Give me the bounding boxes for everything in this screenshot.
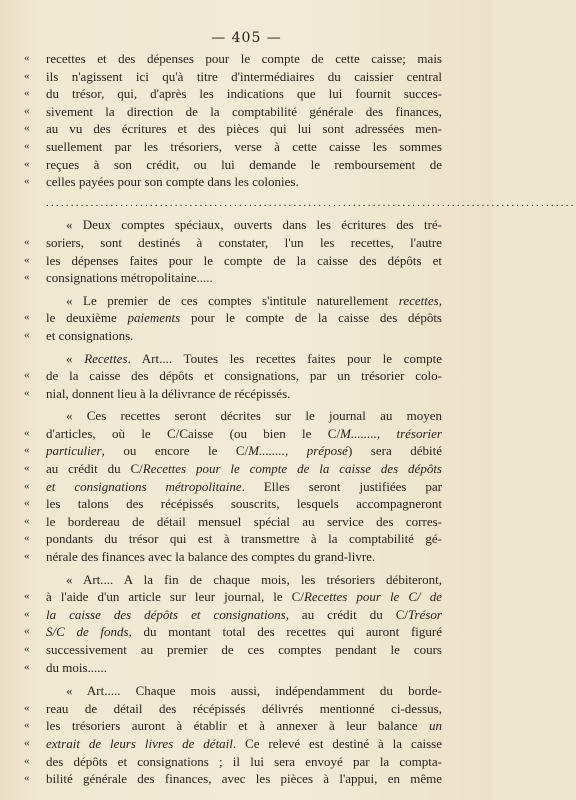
quote-mark: «	[24, 253, 30, 266]
text-line: « ils n'agissent ici qu'à titre d'intermédiaires du caissier central	[24, 68, 442, 84]
text-line: « les dépenses faites pour le compte de la caisse des dépôts et	[24, 252, 442, 268]
text-line: « Recettes. Art.... Toutes les recettes faites pour le compte	[66, 350, 442, 366]
text-line: « au crédit du C/Recettes pour le compte de la caisse des dépôts	[24, 461, 442, 477]
text-line: « nérale des finances avec la balance des comptes du grand-livre.	[24, 549, 376, 565]
text-line: « le deuxième paiements pour le compte de la caisse des dépôts	[24, 310, 442, 326]
text-line: « la caisse des dépôts et consignations, au crédit du C/Trésor	[24, 606, 442, 622]
quote-mark: «	[24, 719, 30, 732]
quote-mark: «	[24, 550, 30, 563]
quote-mark: «	[24, 139, 30, 152]
quote-mark: «	[24, 607, 30, 620]
quote-mark: «	[24, 328, 30, 341]
text-line: « consignations métropolitaine.....	[24, 270, 213, 286]
text-line: « recettes et des dépenses pour le compte de cette caisse; mais	[24, 51, 442, 66]
quote-mark: «	[24, 444, 30, 457]
quote-mark: «	[24, 754, 30, 767]
text-line: « bilité générale des finances, avec les pièces à l'appui, en même	[24, 771, 442, 787]
text-line: « et consignations.	[24, 327, 134, 343]
text-line: « Le premier de ces comptes s'intitule naturellement recettes,	[66, 292, 442, 308]
text-line: « successivement au premier de ces comptes pendant le cours	[24, 642, 442, 657]
quote-mark: «	[24, 532, 30, 545]
text-line: « soriers, sont destinés à constater, l'un les recettes, l'autre	[24, 234, 442, 250]
text-line: « particulier, ou encore le C/M........, préposé) sera débité	[24, 443, 442, 459]
text-line: « Ces recettes seront décrites sur le journal au moyen	[66, 408, 442, 424]
quote-mark: «	[24, 660, 30, 673]
quote-mark: «	[24, 235, 30, 248]
text-line: « extrait de leurs livres de détail. Ce relevé est destiné à la caisse	[24, 735, 442, 751]
dotted-separator: ...........................................................................................................	[46, 196, 576, 209]
text-line: « nial, donnent lieu à la délivrance de récépissés.	[24, 385, 291, 401]
quote-mark: «	[24, 736, 30, 749]
quote-mark: «	[24, 590, 30, 603]
paragraph-3	[24, 292, 442, 345]
quote-mark: «	[24, 271, 30, 284]
page-number-header: — 405 —	[211, 30, 282, 46]
quote-mark: «	[24, 479, 30, 492]
quote-mark: «	[24, 311, 30, 324]
quote-mark: «	[24, 643, 30, 655]
paragraph-6	[24, 571, 442, 677]
quote-mark: «	[24, 514, 30, 527]
text-line: « et consignations métropolitaine. Elles seront justifiées par	[24, 478, 442, 494]
paragraph-5	[24, 407, 442, 565]
text-line: « les talons des récépissés souscrits, lesquels accompagneront	[24, 496, 442, 512]
quote-mark: «	[24, 104, 30, 117]
paragraph-4	[24, 350, 442, 403]
quote-mark: «	[24, 69, 30, 82]
quote-mark: «	[24, 701, 30, 714]
quote-mark: «	[24, 122, 30, 135]
text-line: « S/C de fonds, du montant total des recettes qui auront figuré	[24, 624, 442, 640]
quote-mark: «	[24, 52, 30, 64]
quote-mark: «	[24, 497, 30, 510]
quote-mark: «	[24, 157, 30, 170]
quote-mark: «	[24, 426, 30, 439]
text-line: « pondants du trésor qui est à transmettre à la comptabilité gé-	[24, 531, 442, 547]
quote-mark: «	[24, 625, 30, 638]
text-line: « des dépôts et consignations ; il lui sera envoyé par la compta-	[24, 753, 442, 769]
text-line: « reçues à son crédit, ou lui demande le remboursement de	[24, 156, 442, 172]
page-body	[24, 50, 576, 788]
quote-mark: «	[24, 386, 30, 399]
text-line: « Deux comptes spéciaux, ouverts dans les écritures des tré-	[66, 217, 442, 233]
paragraph-2	[24, 216, 442, 286]
text-line: « du mois......	[24, 659, 108, 675]
quote-mark: «	[24, 772, 30, 785]
quote-mark: «	[24, 175, 30, 188]
paragraph-7	[24, 682, 442, 788]
text-line: « à l'aide d'un article sur leur journal, le C/Recettes pour le C/ de	[24, 589, 442, 605]
quote-mark: «	[24, 462, 30, 475]
text-line: « Art..... Chaque mois aussi, indépendamment du borde-	[66, 683, 442, 699]
text-line: « d'articles, où le C/Caisse (ou bien le C/M........, trésorier	[24, 425, 442, 441]
text-line: « du trésor, qui, d'après les indications que lui fournit succes-	[24, 86, 442, 102]
text-line: « au vu des écritures et des pièces qui lui sont adressées men-	[24, 121, 442, 137]
text-line: « reau de détail des récépissés délivrés mentionné ci-dessus,	[24, 700, 442, 716]
text-line: « les trésoriers auront à établir et à annexer à leur balance un	[24, 718, 442, 734]
text-line: « de la caisse des dépôts et consignations, par un trésorier colo-	[24, 368, 442, 384]
text-line: « suellement par les trésoriers, verse à cette caisse les sommes	[24, 138, 442, 154]
text-line: « Art.... A la fin de chaque mois, les trésoriers débiteront,	[66, 571, 442, 587]
quote-mark: «	[24, 369, 30, 382]
quote-mark: «	[24, 87, 30, 100]
paragraph-1	[24, 50, 442, 191]
text-line: « le bordereau de détail mensuel spécial au service des corres-	[24, 513, 442, 529]
text-line: « sivement la direction de la comptabilité générale des finances,	[24, 103, 442, 119]
text-line: « celles payées pour son compte dans les colonies.	[24, 174, 299, 190]
